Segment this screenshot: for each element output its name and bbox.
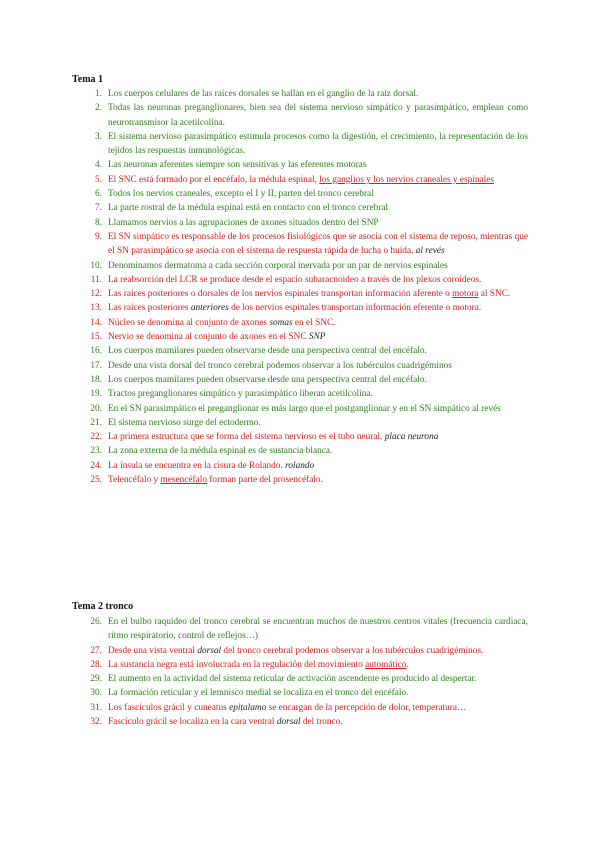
list-item: 27. Desde una vista ventral dorsal del tronco cerebral podemos observar a los tubérculos cuadrigéminos.	[90, 645, 484, 656]
list-item: 26. En el bulbo raquídeo del tronco cerebral se encuentran muchos de nuestros centros vitales (frecuencia cardiaca, ritmo respiratorio, control de reflejos…)	[90, 617, 528, 642]
handwritten-correction: dorsal	[276, 717, 301, 728]
handwritten-correction: anteriores	[190, 303, 229, 314]
handwritten-correction: dorsal	[197, 645, 222, 656]
list-item: 11. La reabsorción del LCR se produce desde el espacio subaracnoideo a través de los plexos coroideos.	[90, 274, 482, 285]
section-heading-tema-1: Tema 1	[72, 74, 104, 85]
list-item: 4. Las neuronas aferentes siempre son sensitivas y las eferentes motoras	[95, 160, 367, 171]
list-item: 23. La zona externa de la médula espinal es de sustancia blanca.	[90, 446, 333, 457]
list-item: 1. Los cuerpos celulares de las raíces dorsales se hallan en el ganglio de la raíz dorsal.	[95, 89, 419, 99]
list-item: 15. Nervio se denomina al conjunto de axones en el SNC SNP	[90, 332, 326, 343]
list-item: 6. Todos los nervios craneales, excepto el I y II, parten del tronco cerebral	[95, 189, 374, 200]
list-item: 9. El SN simpático es responsable de los procesos fisiológicos que se asocia con el sistema de reposo, mientras que el SN parasimpático se asocia con el sistema de respuesta rápida de lucha o huida. al revés	[95, 231, 528, 257]
list-item: 32. Fascículo grácil se localiza en la cara ventral dorsal del tronco.	[90, 717, 343, 728]
underlined-correction: motora	[452, 289, 479, 300]
list-item: 19. Tractos preganglionares simpático y parasimpático liberan acetilcolina.	[90, 389, 373, 400]
list-item: 3. El sistema nervioso parasimpático estimula procesos como la digestión, el crecimiento, la representación de los tejidos las respuestas inmunológicas.	[95, 131, 528, 157]
handwritten-correction: epitalamo	[229, 702, 267, 713]
list-item: 29. El aumento en la actividad del sistema reticular de activación ascendente es producido al despertar.	[90, 674, 477, 685]
list-item: 14. Núcleo se denomina al conjunto de axones somas en el SNC.	[90, 317, 336, 328]
list-item: 2. Todas las neuronas preganglionares, bien sea del sistema nervioso simpático y parasimpático, emplean como neurotransmisor la acetilcolina.	[95, 103, 528, 128]
underlined-correction: los ganglios y los nervios craneales y espinales	[319, 174, 494, 185]
list-item: 21. El sistema nervioso surge del ectodermo.	[90, 417, 261, 428]
question-list-tema-2	[0, 615, 600, 729]
handwritten-correction: somas	[269, 317, 293, 328]
list-item: 13. Las raíces posteriores anteriores de los nervios espinales transportan información eferente o motora.	[90, 303, 482, 314]
underlined-correction: mesencéfalo	[160, 475, 207, 486]
list-item: 31. Los fascículos grácil y cuneatus epitalamo se encargan de la percepción de dolor, temperatura…	[90, 702, 467, 713]
handwritten-correction: SNP	[308, 332, 326, 343]
handwritten-correction: placa neurona	[384, 432, 439, 443]
list-item: 16. Los cuerpos mamilares pueden observarse desde una perspectiva central del encéfalo.	[90, 346, 427, 357]
list-item: 22. La primera estructura que se forma del sistema nervioso es el tubo neural. placa neurona	[90, 432, 439, 443]
list-item: 8. Llamamos nervios a las agrupaciones de axones situados dentro del SNP	[95, 217, 379, 228]
list-item: 25. Telencéfalo y mesencéfalo forman parte del prosencéfalo.	[90, 475, 323, 486]
list-item: 17. Desde una vista dorsal del tronco cerebral podemos observar a los tubérculos cuadrigéminos	[90, 360, 452, 371]
list-item: 7. La parte rostral de la médula espinal está en contacto con el tronco cerebral	[95, 203, 389, 214]
list-item: 18. Los cuerpos mamilares pueden observarse desde una perspectiva central del encéfalo.	[90, 374, 427, 385]
underlined-correction: automático	[365, 659, 407, 670]
list-item: 5. El SNC está formado por el encéfalo, la médula espinal, los ganglios y los nervios craneales y espinales	[95, 174, 494, 185]
list-item: 28. La sustancia negra está involucrada en la regulación del movimiento automático.	[90, 659, 409, 670]
handwritten-correction: al revés	[415, 246, 445, 257]
handwritten-correction: rolando	[285, 460, 315, 471]
list-item: 30. La formación reticular y el lemnisco medial se localiza en el tronco del encéfalo.	[90, 688, 409, 699]
list-item: 12. Las raíces posteriores o dorsales de los nervios espinales transportan información aferente o motora al SNC.	[90, 289, 511, 300]
question-list-tema-1	[0, 87, 600, 487]
list-item: 20. En el SN parasimpático el preganglionar es más largo que el postganglionar y en el SN simpático al revés	[90, 403, 501, 414]
section-heading-tema-2: Tema 2 tronco	[72, 601, 134, 612]
list-item: 24. La ínsula se encuentra en la cisura de Rolando. rolando	[90, 460, 315, 471]
list-item: 10. Denominamos dermatoma a cada sección corporal inervada por un par de nervios espinales	[90, 260, 448, 271]
